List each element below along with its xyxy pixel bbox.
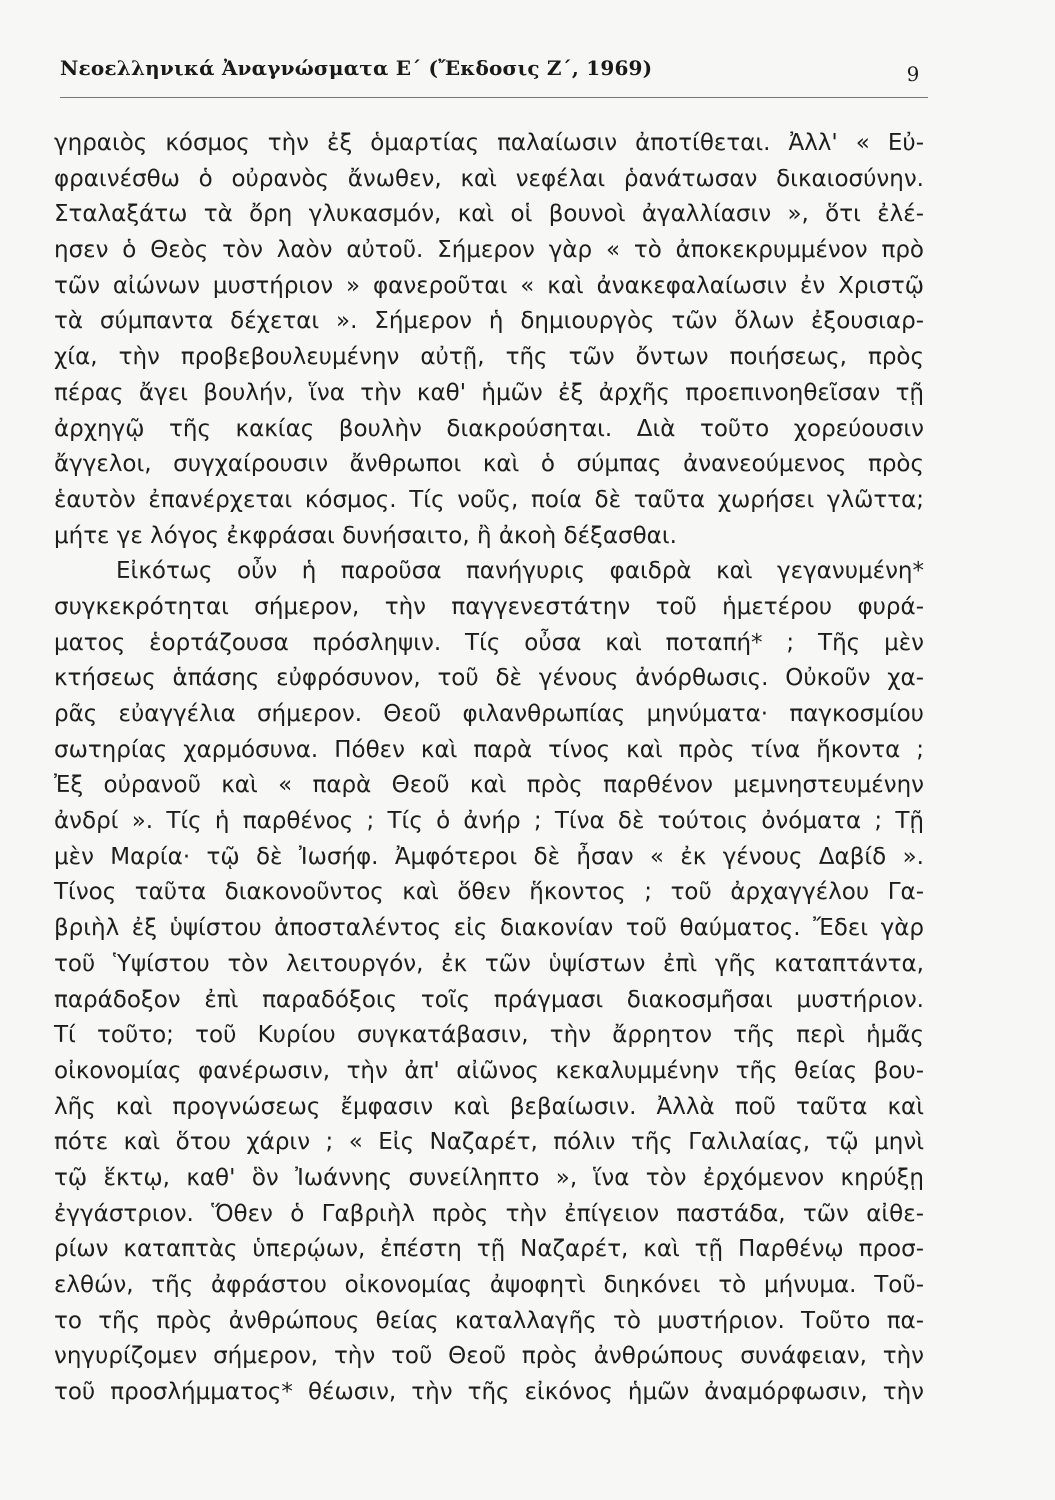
text-line: πότε καὶ ὅτου χάριν ; « Εἰς Ναζαρέτ, πόλιν τῆς Γαλιλαίας, τῷ μηνὶ — [54, 1129, 924, 1156]
header-rule — [60, 97, 928, 98]
text-line: σωτηρίας χαρμόσυνα. Πόθεν καὶ παρὰ τίνος καὶ πρὸς τίνα ἥκοντα ; — [54, 736, 924, 763]
text-line: Τί τοῦτο; τοῦ Κυρίου συγκατάβασιν, τὴν ἄρρητον τῆς περὶ ἡμᾶς — [54, 1022, 924, 1049]
text-line: Τίνος ταῦτα διακονοῦντος καὶ ὅθεν ἥκοντος ; τοῦ ἀρχαγγέλου Γα- — [54, 879, 924, 906]
text-line: ἀρχηγῷ τῆς κακίας βουλὴν διακρούσηται. Διὰ τοῦτο χορεύουσιν — [54, 415, 924, 442]
text-line: ματος ἑορτάζουσα πρόσληψιν. Τίς οὖσα καὶ ποταπή* ; Τῆς μὲν — [54, 629, 924, 656]
text-line: χία, τὴν προβεβουλευμένην αὐτῇ, τῆς τῶν ὄντων ποιήσεως, πρὸς — [54, 344, 924, 371]
text-line: οἰκονομίας φανέρωσιν, τὴν ἀπ' αἰῶνος κεκαλυμμένην τῆς θείας βου- — [54, 1057, 924, 1084]
text-line: συγκεκρότηται σήμερον, τὴν παγγενεστάτην τοῦ ἡμετέρου φυρά- — [54, 593, 924, 620]
text-line: παράδοξον ἐπὶ παραδόξοις τοῖς πράγμασι διακοσμῆσαι μυστήριον. — [54, 986, 924, 1013]
text-line: μὲν Μαρία· τῷ δὲ Ἰωσήφ. Ἀμφότεροι δὲ ἦσαν « ἐκ γένους Δαβίδ ». — [54, 843, 924, 870]
text-line: τὰ σύμπαντα δέχεται ». Σήμερον ἡ δημιουργὸς τῶν ὅλων ἐξουσιαρ- — [54, 308, 924, 335]
text-line: ἀνδρί ». Τίς ἡ παρθένος ; Τίς ὁ ἀνήρ ; Τίνα δὲ τούτοις ὀνόματα ; Τῇ — [54, 808, 924, 835]
text-line: τῷ ἕκτῳ, καθ' ὃν Ἰωάννης συνείληπτο », ἵνα τὸν ἐρχόμενον κηρύξῃ — [54, 1164, 924, 1191]
text-line: το τῆς πρὸς ἀνθρώπους θείας καταλλαγῆς τὸ μυστήριον. Τοῦτο πα- — [54, 1307, 924, 1334]
body-text — [54, 126, 924, 1411]
text-line: ἐγγάστριον. Ὅθεν ὁ Γαβριὴλ πρὸς τὴν ἐπίγειον παστάδα, τῶν αἰθε- — [54, 1200, 924, 1227]
text-line: βριὴλ ἐξ ὑψίστου ἀποσταλέντος εἰς διακονίαν τοῦ θαύματος. Ἔδει γὰρ — [54, 915, 924, 942]
text-line: γηραιὸς κόσμος τὴν ἐξ ὁμαρτίας παλαίωσιν ἀποτίθεται. Ἀλλ' « Εὐ- — [54, 130, 924, 156]
page-number: 9 — [906, 62, 920, 86]
text-line: ἄγγελοι, συγχαίρουσιν ἄνθρωποι καὶ ὁ σύμπας ἀνανεούμενος πρὸς — [54, 451, 924, 478]
text-line: ρίων καταπτὰς ὑπερῴων, ἐπέστη τῇ Ναζαρέτ, καὶ τῇ Παρθένῳ προσ- — [54, 1236, 924, 1263]
running-title: Νεοελληνικά Ἀναγνώσματα Ε΄ (Ἔκδοσις Ζ΄, 1969) — [60, 56, 653, 80]
text-line: κτήσεως ἁπάσης εὐφρόσυνον, τοῦ δὲ γένους ἀνόρθωσις. Οὐκοῦν χα- — [54, 665, 924, 692]
text-line: λῆς καὶ προγνώσεως ἔμφασιν καὶ βεβαίωσιν. Ἀλλὰ ποῦ ταῦτα καὶ — [54, 1093, 924, 1120]
text-line: ησεν ὁ Θεὸς τὸν λαὸν αὐτοῦ. Σήμερον γὰρ « τὸ ἀποκεκρυμμένον πρὸ — [54, 237, 924, 264]
text-line: μήτε γε λόγος ἐκφράσαι δυνήσαιτο, ἢ ἀκοὴ δέξασθαι. — [54, 522, 677, 549]
text-line: πέρας ἄγει βουλήν, ἵνα τὴν καθ' ἡμῶν ἐξ ἀρχῆς προεπινοηθεῖσαν τῇ — [54, 379, 924, 406]
text-line: τοῦ προσλήμματος* θέωσιν, τὴν τῆς εἰκόνος ἡμῶν ἀναμόρφωσιν, τὴν — [54, 1379, 924, 1406]
text-line: Σταλαξάτω τὰ ὄρη γλυκασμόν, καὶ οἱ βουνοὶ ἀγαλλίασιν », ὅτι ἐλέ- — [54, 201, 924, 228]
text-line: τῶν αἰώνων μυστήριον » φανεροῦται « καὶ ἀνακεφαλαίωσιν ἐν Χριστῷ — [54, 272, 924, 299]
text-line: φραινέσθω ὁ οὐρανὸς ἄνωθεν, καὶ νεφέλαι ῥανάτωσαν δικαιοσύνην. — [54, 165, 924, 192]
text-line: τοῦ Ὑψίστου τὸν λειτουργόν, ἐκ τῶν ὑψίστων ἐπὶ γῆς καταπτάντα, — [54, 950, 924, 977]
text-line: νηγυρίζομεν σήμερον, τὴν τοῦ Θεοῦ πρὸς ἀνθρώπους συνάφειαν, τὴν — [54, 1343, 924, 1370]
text-line: Εἰκότως οὖν ἡ παροῦσα πανήγυρις φαιδρὰ καὶ γεγανυμένη* — [116, 558, 924, 585]
text-line: Ἐξ οὐρανοῦ καὶ « παρὰ Θεοῦ καὶ πρὸς παρθένον μεμνηστευμένην — [54, 772, 924, 799]
text-line: ρᾶς εὐαγγέλια σήμερον. Θεοῦ φιλανθρωπίας μηνύματα· παγκοσμίου — [54, 701, 924, 727]
text-line: ἑαυτὸν ἐπανέρχεται κόσμος. Τίς νοῦς, ποία δὲ ταῦτα χωρήσει γλῶττα; — [54, 486, 924, 513]
text-line: ελθών, τῆς ἀφράστου οἰκονομίας ἀψοφητὶ διηκόνει τὸ μήνυμα. Τοῦ- — [54, 1272, 924, 1298]
